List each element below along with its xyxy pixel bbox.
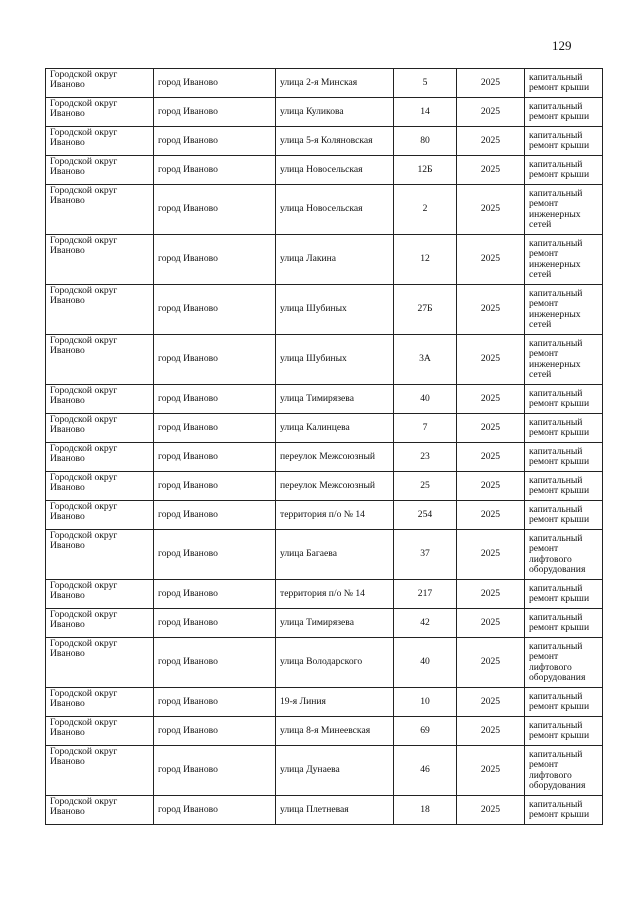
table-row: [46, 580, 603, 609]
street-cell: улица Шубиных: [276, 285, 394, 335]
year-cell: 2025: [457, 98, 525, 127]
settlement-cell: город Иваново: [154, 443, 276, 472]
municipality-cell: Городской округ Иваново: [46, 443, 154, 472]
year-cell: 2025: [457, 335, 525, 385]
repair-schedule-table: [45, 68, 603, 825]
house-number-cell: 69: [394, 717, 457, 746]
table-row: [46, 717, 603, 746]
year-cell: 2025: [457, 235, 525, 285]
municipality-cell: Городской округ Иваново: [46, 717, 154, 746]
work-type-cell: капитальный ремонт крыши: [525, 156, 603, 185]
year-cell: 2025: [457, 127, 525, 156]
house-number-cell: 23: [394, 443, 457, 472]
table-row: [46, 530, 603, 580]
house-number-cell: 40: [394, 385, 457, 414]
table-row: [46, 335, 603, 385]
work-type-cell: капитальный ремонт крыши: [525, 98, 603, 127]
table-row: [46, 385, 603, 414]
municipality-cell: Городской округ Иваново: [46, 335, 154, 385]
settlement-cell: город Иваново: [154, 530, 276, 580]
year-cell: 2025: [457, 638, 525, 688]
settlement-cell: город Иваново: [154, 746, 276, 796]
settlement-cell: город Иваново: [154, 235, 276, 285]
year-cell: 2025: [457, 688, 525, 717]
municipality-cell: Городской округ Иваново: [46, 746, 154, 796]
municipality-cell: Городской округ Иваново: [46, 285, 154, 335]
street-cell: улица Новосельская: [276, 185, 394, 235]
work-type-cell: капитальный ремонт крыши: [525, 580, 603, 609]
settlement-cell: город Иваново: [154, 580, 276, 609]
house-number-cell: 5: [394, 69, 457, 98]
table-row: [46, 443, 603, 472]
work-type-cell: капитальный ремонт инженерных сетей: [525, 185, 603, 235]
municipality-cell: Городской округ Иваново: [46, 414, 154, 443]
year-cell: 2025: [457, 717, 525, 746]
municipality-cell: Городской округ Иваново: [46, 98, 154, 127]
municipality-cell: Городской округ Иваново: [46, 501, 154, 530]
work-type-cell: капитальный ремонт крыши: [525, 414, 603, 443]
table-row: [46, 638, 603, 688]
year-cell: 2025: [457, 501, 525, 530]
house-number-cell: 7: [394, 414, 457, 443]
work-type-cell: капитальный ремонт крыши: [525, 443, 603, 472]
table-row: [46, 127, 603, 156]
street-cell: территория п/о № 14: [276, 580, 394, 609]
year-cell: 2025: [457, 609, 525, 638]
street-cell: улица Тимирязева: [276, 609, 394, 638]
table-row: [46, 796, 603, 825]
house-number-cell: 217: [394, 580, 457, 609]
street-cell: улица Шубиных: [276, 335, 394, 385]
settlement-cell: город Иваново: [154, 796, 276, 825]
work-type-cell: капитальный ремонт крыши: [525, 717, 603, 746]
municipality-cell: Городской округ Иваново: [46, 156, 154, 185]
house-number-cell: 46: [394, 746, 457, 796]
settlement-cell: город Иваново: [154, 501, 276, 530]
house-number-cell: 2: [394, 185, 457, 235]
municipality-cell: Городской округ Иваново: [46, 472, 154, 501]
municipality-cell: Городской округ Иваново: [46, 127, 154, 156]
table-row: [46, 98, 603, 127]
settlement-cell: город Иваново: [154, 127, 276, 156]
municipality-cell: Городской округ Иваново: [46, 796, 154, 825]
street-cell: улица Володарского: [276, 638, 394, 688]
municipality-cell: Городской округ Иваново: [46, 609, 154, 638]
house-number-cell: 3А: [394, 335, 457, 385]
settlement-cell: город Иваново: [154, 69, 276, 98]
house-number-cell: 40: [394, 638, 457, 688]
settlement-cell: город Иваново: [154, 414, 276, 443]
year-cell: 2025: [457, 443, 525, 472]
table-row: [46, 688, 603, 717]
work-type-cell: капитальный ремонт крыши: [525, 796, 603, 825]
settlement-cell: город Иваново: [154, 385, 276, 414]
work-type-cell: капитальный ремонт лифтового оборудования: [525, 746, 603, 796]
year-cell: 2025: [457, 796, 525, 825]
work-type-cell: капитальный ремонт крыши: [525, 69, 603, 98]
settlement-cell: город Иваново: [154, 688, 276, 717]
house-number-cell: 25: [394, 472, 457, 501]
municipality-cell: Городской округ Иваново: [46, 185, 154, 235]
settlement-cell: город Иваново: [154, 717, 276, 746]
house-number-cell: 18: [394, 796, 457, 825]
year-cell: 2025: [457, 156, 525, 185]
year-cell: 2025: [457, 185, 525, 235]
table-row: [46, 746, 603, 796]
work-type-cell: капитальный ремонт крыши: [525, 688, 603, 717]
street-cell: улица 8-я Минеевская: [276, 717, 394, 746]
street-cell: улица Багаева: [276, 530, 394, 580]
year-cell: 2025: [457, 746, 525, 796]
table-row: [46, 414, 603, 443]
municipality-cell: Городской округ Иваново: [46, 235, 154, 285]
house-number-cell: 10: [394, 688, 457, 717]
year-cell: 2025: [457, 530, 525, 580]
work-type-cell: капитальный ремонт крыши: [525, 472, 603, 501]
table-row: [46, 501, 603, 530]
street-cell: улица 5-я Коляновская: [276, 127, 394, 156]
table-row: [46, 185, 603, 235]
table-row: [46, 609, 603, 638]
table-row: [46, 472, 603, 501]
street-cell: территория п/о № 14: [276, 501, 394, 530]
house-number-cell: 42: [394, 609, 457, 638]
work-type-cell: капитальный ремонт крыши: [525, 127, 603, 156]
settlement-cell: город Иваново: [154, 472, 276, 501]
work-type-cell: капитальный ремонт инженерных сетей: [525, 335, 603, 385]
work-type-cell: капитальный ремонт лифтового оборудования: [525, 530, 603, 580]
house-number-cell: 12: [394, 235, 457, 285]
house-number-cell: 37: [394, 530, 457, 580]
street-cell: переулок Межсоюзный: [276, 472, 394, 501]
street-cell: переулок Межсоюзный: [276, 443, 394, 472]
municipality-cell: Городской округ Иваново: [46, 385, 154, 414]
street-cell: улица Дунаева: [276, 746, 394, 796]
municipality-cell: Городской округ Иваново: [46, 688, 154, 717]
table-row: [46, 285, 603, 335]
work-type-cell: капитальный ремонт инженерных сетей: [525, 285, 603, 335]
house-number-cell: 80: [394, 127, 457, 156]
year-cell: 2025: [457, 580, 525, 609]
year-cell: 2025: [457, 69, 525, 98]
table-row: [46, 69, 603, 98]
house-number-cell: 12Б: [394, 156, 457, 185]
settlement-cell: город Иваново: [154, 185, 276, 235]
street-cell: улица Новосельская: [276, 156, 394, 185]
street-cell: 19-я Линия: [276, 688, 394, 717]
work-type-cell: капитальный ремонт крыши: [525, 501, 603, 530]
street-cell: улица Калинцева: [276, 414, 394, 443]
table-row: [46, 156, 603, 185]
work-type-cell: капитальный ремонт крыши: [525, 385, 603, 414]
work-type-cell: капитальный ремонт инженерных сетей: [525, 235, 603, 285]
house-number-cell: 254: [394, 501, 457, 530]
work-type-cell: капитальный ремонт лифтового оборудования: [525, 638, 603, 688]
page-number: 129: [552, 38, 572, 53]
year-cell: 2025: [457, 385, 525, 414]
street-cell: улица Лакина: [276, 235, 394, 285]
house-number-cell: 14: [394, 98, 457, 127]
settlement-cell: город Иваново: [154, 98, 276, 127]
street-cell: улица Тимирязева: [276, 385, 394, 414]
table-row: [46, 235, 603, 285]
municipality-cell: Городской округ Иваново: [46, 69, 154, 98]
work-type-cell: капитальный ремонт крыши: [525, 609, 603, 638]
municipality-cell: Городской округ Иваново: [46, 580, 154, 609]
settlement-cell: город Иваново: [154, 335, 276, 385]
municipality-cell: Городской округ Иваново: [46, 638, 154, 688]
municipality-cell: Городской округ Иваново: [46, 530, 154, 580]
settlement-cell: город Иваново: [154, 609, 276, 638]
street-cell: улица Плетневая: [276, 796, 394, 825]
year-cell: 2025: [457, 414, 525, 443]
street-cell: улица Куликова: [276, 98, 394, 127]
table-body: [46, 69, 603, 825]
year-cell: 2025: [457, 285, 525, 335]
year-cell: 2025: [457, 472, 525, 501]
house-number-cell: 27Б: [394, 285, 457, 335]
settlement-cell: город Иваново: [154, 285, 276, 335]
settlement-cell: город Иваново: [154, 156, 276, 185]
street-cell: улица 2-я Минская: [276, 69, 394, 98]
settlement-cell: город Иваново: [154, 638, 276, 688]
